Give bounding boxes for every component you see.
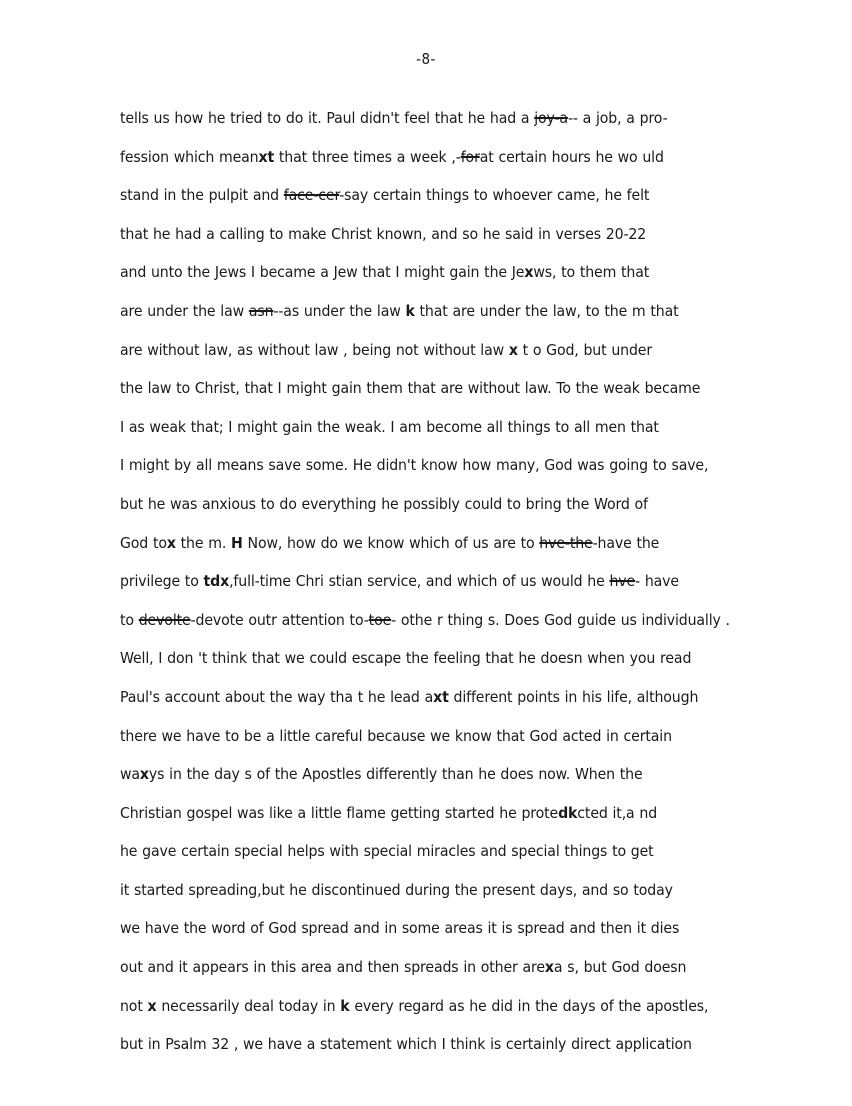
text-segment: -say certain things to whoever came, he felt: [339, 186, 650, 205]
struck-text: hve: [609, 572, 636, 591]
overtyped-text: x: [524, 263, 534, 282]
text-segment: Now, how do we know which of us are to: [242, 533, 540, 552]
text-segment: Well, I don 't think that we could escape the feeling that he doesn when you read: [120, 649, 692, 668]
text-segment: but he was anxious to do everything he possibly could to bring the Word of: [120, 494, 648, 513]
text-segment: - have: [635, 572, 679, 591]
text-segment: we have the word of God spread and in some areas it is spread and then it dies: [120, 919, 680, 938]
text-line: [120, 609, 794, 648]
overtyped-text: xt: [258, 147, 275, 166]
text-line: [120, 956, 794, 995]
text-segment: wa: [120, 765, 140, 784]
text-line: [120, 493, 794, 532]
text-segment: out and it appears in this area and then spreads in other are: [120, 958, 545, 977]
text-segment: -devote outr attention to-: [190, 610, 369, 629]
text-segment: that are under the law, to the m that: [414, 301, 679, 320]
overtyped-text: x: [139, 765, 149, 784]
text-segment: --as under the law: [273, 301, 406, 320]
text-line: [120, 917, 794, 956]
text-segment: the law to Christ, that I might gain them that are without law. To the weak became: [120, 379, 701, 398]
text-line: [120, 532, 794, 571]
overtyped-text: x: [147, 996, 157, 1015]
text-segment: there we have to be a little careful because we know that God acted in certain: [120, 726, 672, 745]
text-segment: cted it,a nd: [577, 803, 658, 822]
overtyped-text: k: [405, 301, 415, 320]
page-number: -8-: [416, 50, 436, 68]
text-segment: t o God, but under: [517, 340, 652, 359]
struck-text: devolte: [138, 610, 191, 629]
struck-text: asn: [248, 301, 274, 320]
struck-text: joy-a: [534, 109, 568, 127]
text-segment: different points in his life, although: [448, 687, 699, 706]
text-segment: ws, to them that: [533, 263, 650, 282]
text-line: [120, 454, 794, 493]
text-segment: - othe r thing s. Does God guide us individually .: [391, 610, 730, 629]
text-segment: I as weak that; I might gain the weak. I am become all things to all men that: [120, 417, 659, 436]
text-line: [120, 339, 794, 378]
text-line: [120, 840, 794, 879]
text-line: [120, 763, 794, 802]
text-segment: tells us how he tried to do it. Paul didn't feel that he had a: [120, 109, 535, 127]
text-segment: to: [120, 610, 139, 629]
text-line: [120, 995, 794, 1034]
text-segment: are under the law: [120, 301, 249, 320]
text-segment: the m.: [175, 533, 232, 552]
text-line: [120, 416, 794, 455]
text-segment: -have the: [592, 533, 660, 552]
overtyped-text: tdx: [203, 572, 230, 591]
text-segment: are without law, as without law , being not without law: [120, 340, 509, 359]
text-segment: God to: [120, 533, 167, 552]
text-line: [120, 725, 794, 764]
text-segment: it started spreading,but he discontinued during the present days, and so today: [120, 880, 673, 899]
text-segment: and unto the Jews I became a Jew that I might gain the Je: [120, 263, 525, 282]
text-segment: ys in the day s of the Apostles differently than he does now. When the: [148, 765, 643, 784]
text-segment: stand in the pulpit and: [120, 186, 284, 205]
text-line: [120, 802, 794, 841]
text-line: [120, 107, 794, 146]
text-line: [120, 377, 794, 416]
text-line: [120, 261, 794, 300]
text-segment: that he had a calling to make Christ known, and so he said in verses 20-22: [120, 224, 647, 243]
text-line: [120, 570, 794, 609]
text-segment: -- a job, a pro-: [567, 109, 668, 127]
text-segment: necessarily deal today in: [156, 996, 341, 1015]
text-segment: Paul's account about the way tha t he lead a: [120, 687, 434, 706]
overtyped-text: H: [231, 533, 243, 552]
text-line: [120, 300, 794, 339]
text-segment: ,full-time Chri stian service, and which of us would he: [229, 572, 610, 591]
overtyped-text: x: [166, 533, 176, 552]
text-segment: every regard as he did in the days of the apostles,: [349, 996, 709, 1015]
struck-text: hve-the: [539, 533, 593, 552]
struck-text: toe: [368, 610, 392, 629]
text-line: [120, 647, 794, 686]
text-segment: he gave certain special helps with special miracles and special things to get: [120, 842, 654, 861]
overtyped-text: x: [508, 340, 518, 359]
text-line: [120, 184, 794, 223]
text-segment: not: [120, 996, 148, 1015]
text-segment: privilege to: [120, 572, 204, 591]
text-line: [120, 223, 794, 262]
text-line: [120, 146, 794, 185]
overtyped-text: k: [340, 996, 350, 1015]
text-line: [120, 1033, 794, 1072]
text-segment: I might by all means save some. He didn't know how many, God was going to save,: [120, 456, 709, 475]
overtyped-text: dk: [558, 803, 578, 822]
text-line: [120, 686, 794, 725]
body-text: [120, 107, 845, 1072]
overtyped-text: xt: [433, 687, 449, 706]
struck-text: for: [460, 147, 480, 166]
text-segment: a s, but God doesn: [553, 958, 687, 977]
text-line: [120, 879, 794, 918]
overtyped-text: x: [544, 958, 554, 977]
struck-text: face-cer: [283, 186, 340, 205]
text-segment: fession which mean: [120, 147, 259, 166]
text-segment: but in Psalm 32 , we have a statement which I think is certainly direct application: [120, 1035, 692, 1054]
text-segment: at certain hours he wo uld: [479, 147, 664, 166]
text-segment: Christian gospel was like a little flame getting started he prote: [120, 803, 559, 822]
text-segment: that three times a week ,-: [274, 147, 461, 166]
